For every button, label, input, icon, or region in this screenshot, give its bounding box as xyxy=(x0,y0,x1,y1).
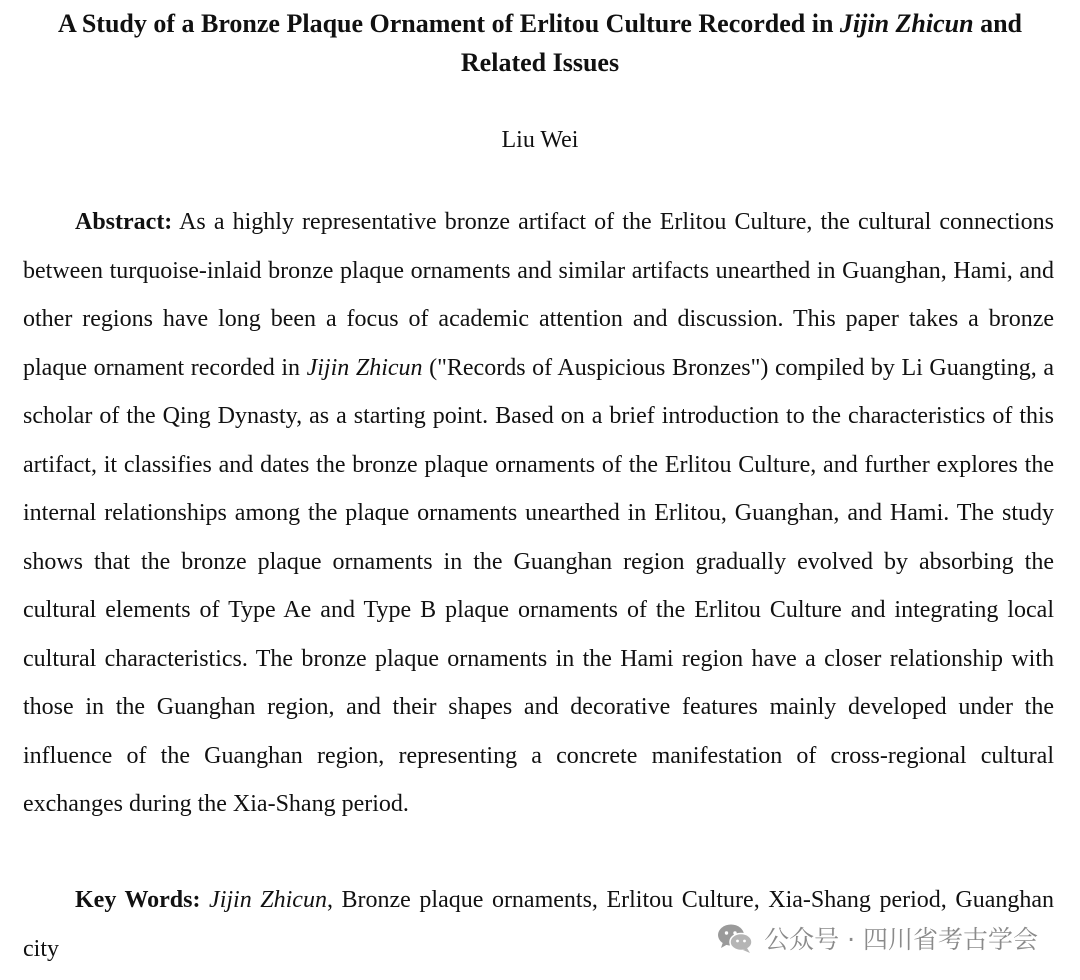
abstract-text-1: As a highly representative bronze artifact of the Erlitou Culture, the cultural connections between turquoise-inlaid bronze plaque ornaments and similar artifacts unearthed in Guanghan, Hami, and other regions have long been a focus of academic attention and discussion. This paper takes a bronze plaque ornament recorded in xyxy=(23,209,1054,381)
watermark-text: 公众号 · 四川省考古学会 xyxy=(764,925,1038,954)
abstract-label: Abstract: xyxy=(75,209,173,235)
watermark xyxy=(706,920,1048,956)
keywords-italic-work: Jijin Zhicun xyxy=(209,887,327,913)
title-italic-work: Jijin Zhicun xyxy=(839,9,974,38)
paper-title xyxy=(20,4,1060,82)
wechat-icon xyxy=(716,922,754,954)
abstract-text-2: ("Records of Auspicious Bronzes") compiled by Li Guangting, a scholar of the Qing Dynasty, as a starting point. Based on a brief introduction to the characteristics of this artifact, it classifies and dates the bronze plaque ornaments of the Erlitou Culture, and further explores the internal relationships among the plaque ornaments unearthed in Erlitou, Guanghan, and Hami. The study shows that the bronze plaque ornaments in the Guanghan region gradually evolved by absorbing the cultural elements of Type Ae and Type B plaque ornaments of the Erlitou Culture and integrating local cultural characteristics. The bronze plaque ornaments in the Hami region have a closer relationship with those in the Guanghan region, and their shapes and decorative features mainly developed under the influence of the Guanghan region, representing a concrete manifestation of cross-regional cultural exchanges during the Xia-Shang period. xyxy=(23,354,1054,817)
title-text-2: and Related Issues xyxy=(460,9,1022,77)
keywords-label: Key Words: xyxy=(75,887,201,913)
abstract-paragraph xyxy=(23,198,1054,829)
title-text-1: A Study of a Bronze Plaque Ornament of Erlitou Culture Recorded in xyxy=(57,9,840,38)
abstract-italic-work: Jijin Zhicun xyxy=(306,354,423,381)
keywords-text: , Bronze plaque ornaments, Erlitou Culture, Xia-Shang period, Guanghan city xyxy=(23,887,1054,962)
author-name: Liu Wei xyxy=(501,127,579,153)
